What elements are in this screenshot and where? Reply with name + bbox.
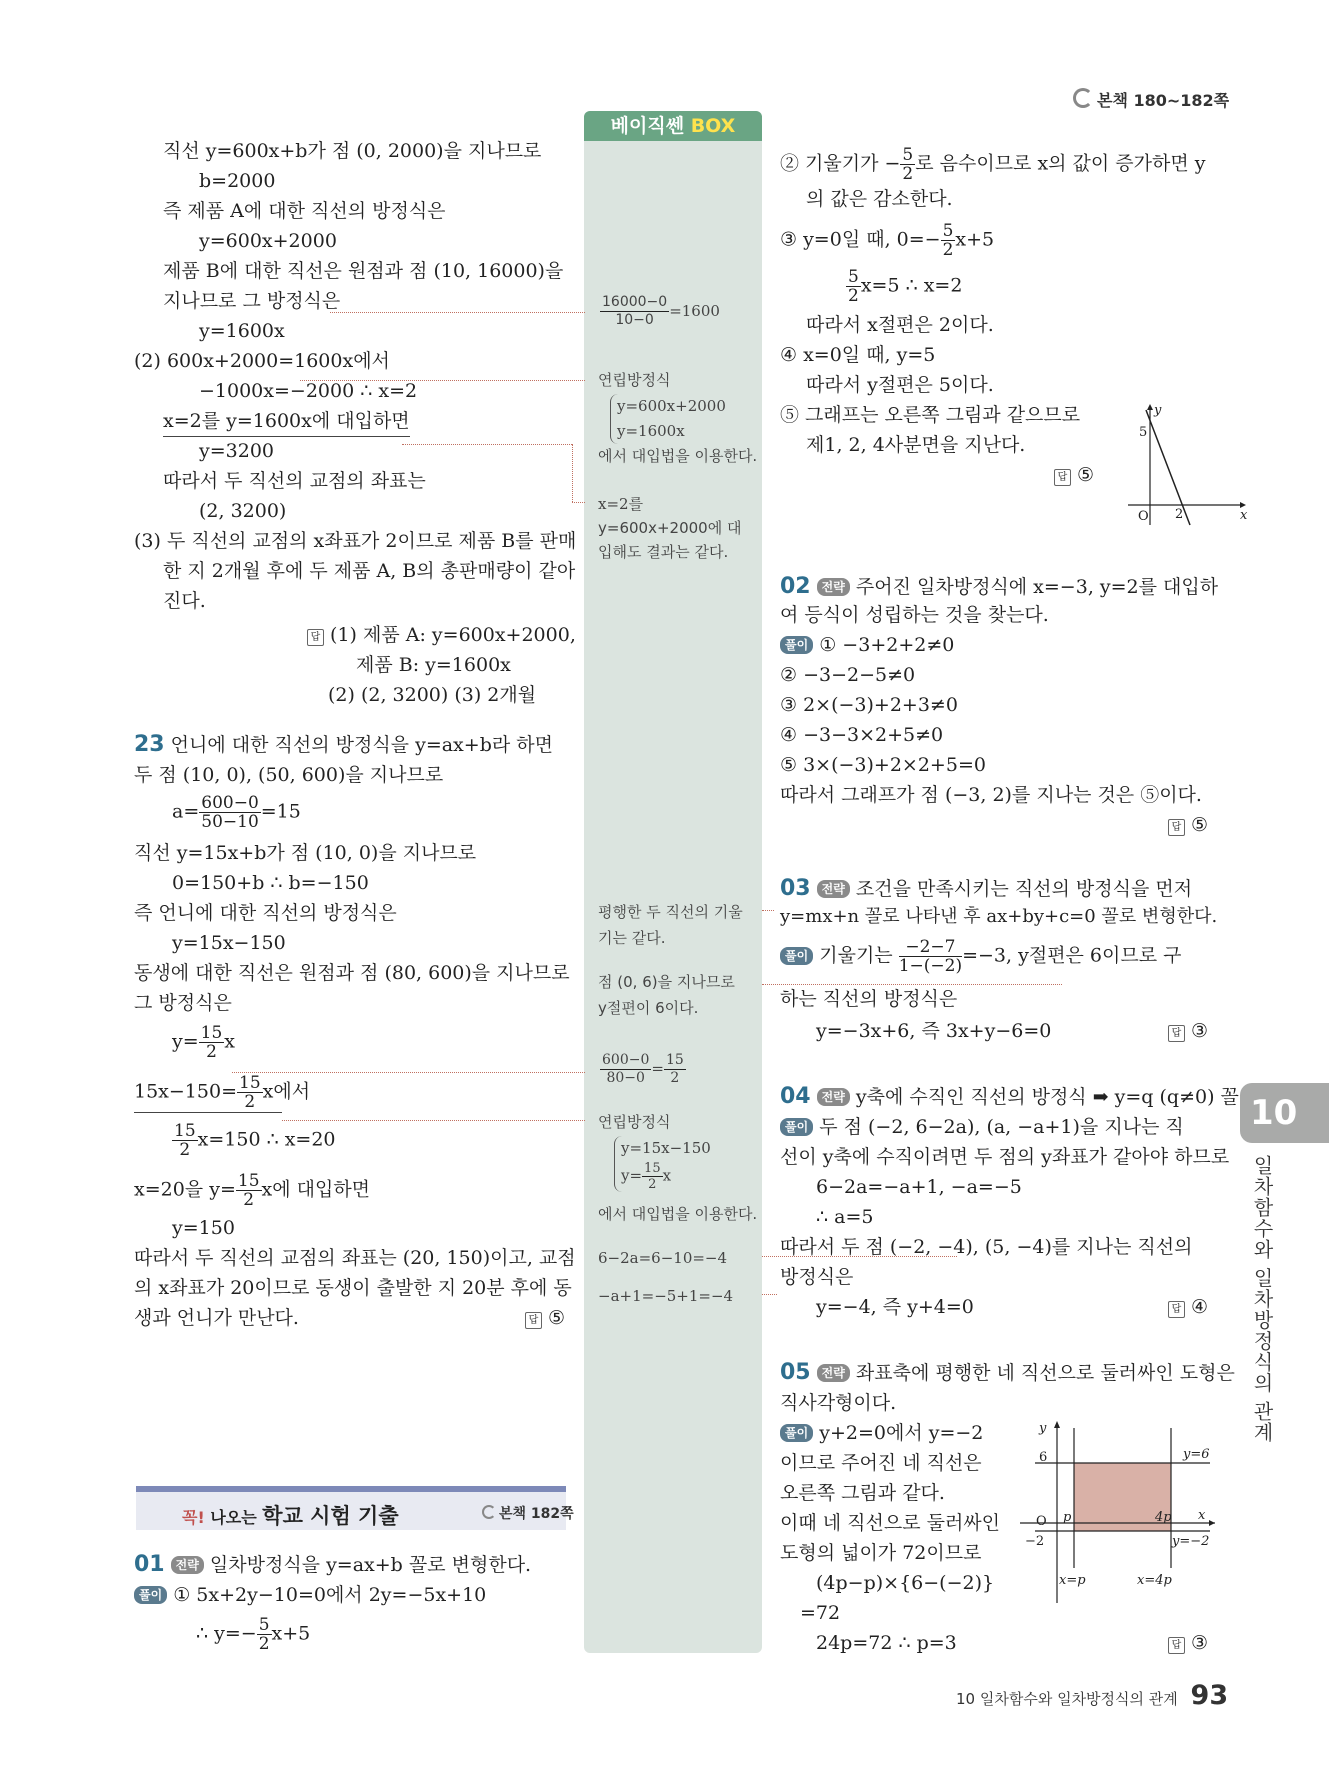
left-line: 직선 y=600x+b가 점 (0, 2000)을 지나므로 <box>163 140 542 162</box>
connector <box>572 502 585 503</box>
box-note: 에서 대입법을 이용한다. <box>598 447 758 465</box>
left-line: (2, 3200) <box>199 500 287 522</box>
box-note: 기는 같다. <box>598 929 666 947</box>
left-line: 제품 B에 대한 직선은 원점과 점 (10, 16000)을 <box>163 260 564 282</box>
answer-icon: 답 <box>1054 469 1071 486</box>
graph1-origin: O <box>1138 509 1149 524</box>
box-note: $\frac{16000-0}{10-0}$ =1600 <box>602 294 720 328</box>
fraction-line: y= $\frac{15}{2}$ x <box>172 1023 236 1062</box>
box-note: $\frac{600-0}{80-0}$ = $\frac{15}{2}$ <box>602 1052 684 1086</box>
right-line: 직사각형이다. <box>780 1392 897 1414</box>
answer-block: 답 ③ <box>1168 1016 1208 1046</box>
box-note: 에서 대입법을 이용한다. <box>598 1205 758 1223</box>
connector <box>282 1120 585 1121</box>
graph2-y-label: y <box>1039 1421 1047 1436</box>
right-line: 의 값은 감소한다. <box>806 188 953 210</box>
solution-tag: 풀이 <box>780 1118 813 1136</box>
right-line: (4p−p)×{6−(−2)} <box>816 1572 995 1594</box>
right-line: 제1, 2, 4사분면을 지난다. <box>806 434 1026 456</box>
page-number: 93 <box>1190 1680 1229 1711</box>
graph2-origin: O <box>1036 1514 1047 1529</box>
right-line: 따라서 y절편은 5이다. <box>806 374 994 396</box>
answer-icon: 답 <box>1168 1637 1185 1654</box>
question-02: 02 전략 주어진 일차방정식에 x=−3, y=2를 대입하 <box>780 574 1219 599</box>
graph1-x-intercept: 2 <box>1175 507 1184 522</box>
graph2-y6: y=6 <box>1183 1447 1210 1462</box>
right-line: =72 <box>800 1602 841 1624</box>
answer-icon: 답 <box>1168 1025 1185 1042</box>
fraction-line: ∴ y=− $\frac{5}{2}$ x+5 <box>196 1615 311 1654</box>
right-line: 하는 직선의 방정식은 <box>780 988 958 1010</box>
connector <box>402 444 572 445</box>
fraction-line: ③ y=0일 때, 0=− $\frac{5}{2}$ x+5 <box>780 221 995 260</box>
banner-ref: 본책 182쪽 <box>482 1503 574 1523</box>
right-line: y=−3x+6, 즉 3x+y−6=0 <box>816 1020 1052 1042</box>
left-line: −1000x=−2000 ∴ x=2 <box>199 380 418 402</box>
connector <box>232 1072 585 1073</box>
footer <box>956 1680 1228 1711</box>
graph2-ym2: y=−2 <box>1172 1534 1210 1549</box>
graph1-x-label: x <box>1240 508 1248 523</box>
graph1-y-label: y <box>1154 403 1162 418</box>
connector <box>572 444 573 502</box>
box-note: 연립방정식 <box>598 1113 671 1131</box>
fraction-line: x=20을 y= $\frac{15}{2}$ x에 대입하면 <box>134 1171 371 1210</box>
connector <box>300 380 585 381</box>
left-line: 지나므로 그 방정식은 <box>163 290 341 312</box>
right-line: 오른쪽 그림과 같다. <box>780 1482 945 1504</box>
header-ref: 본책 180~182쪽 <box>1073 88 1229 111</box>
box-note: 점 (0, 6)을 지나므로 <box>598 973 735 991</box>
left-line: 한 지 2개월 후에 두 제품 A, B의 총판매량이 같아 <box>163 560 576 582</box>
left-line: 따라서 두 직선의 교점의 좌표는 (20, 150)이고, 교점 <box>134 1247 576 1269</box>
question-01: 01 전략 일차방정식을 y=ax+b 꼴로 변형한다. <box>134 1552 532 1577</box>
fraction-line: ② 기울기가 − $\frac{5}{2}$ 로 음수이므로 x의 값이 증가하면 y <box>780 145 1206 184</box>
solution-tag: 풀이 <box>134 1586 167 1604</box>
right-line: ② −3−2−5≠0 <box>780 664 916 686</box>
right-line: 이때 네 직선으로 둘러싸인 <box>780 1512 1001 1534</box>
left-line: 의 x좌표가 20이므로 동생이 출발한 지 20분 후에 동 <box>134 1277 572 1299</box>
left-line: 두 점 (10, 0), (50, 600)을 지나므로 <box>134 764 444 786</box>
left-line: 진다. <box>163 590 206 612</box>
graph2-xp: x=p <box>1059 1573 1086 1588</box>
left-line: y=3200 <box>199 440 275 462</box>
box-note: 6−2a=6−10=−4 <box>598 1249 728 1267</box>
left-line: x=2를 y=1600x에 대입하면 <box>163 406 410 437</box>
book-icon <box>482 1505 496 1519</box>
right-line: 방정식은 <box>780 1266 854 1288</box>
answer-icon: 답 <box>1168 819 1185 836</box>
left-line: 생과 언니가 만난다. <box>134 1307 299 1329</box>
right-line: 24p=72 ∴ p=3 <box>816 1632 957 1654</box>
chapter-side-title: 일차함수와 일차방정식의 관계 <box>1250 1155 1274 1443</box>
fraction-line: 15x−150= $\frac{15}{2}$ x에서 <box>134 1073 311 1112</box>
answer-line: (2) (2, 3200) (3) 2개월 <box>328 684 537 706</box>
right-line: 따라서 두 점 (−2, −4), (5, −4)를 지나는 직선의 <box>780 1236 1193 1258</box>
question-05: 05 전략 좌표축에 평행한 네 직선으로 둘러싸인 도형은 <box>780 1360 1235 1385</box>
box-note: 입해도 결과는 같다. <box>598 543 729 561</box>
left-line: 그 방정식은 <box>134 992 232 1014</box>
solution-tag: 풀이 <box>780 636 813 654</box>
answer-icon: 답 <box>1168 1301 1185 1318</box>
right-line: 여 등식이 성립하는 것을 찾는다. <box>780 604 1049 626</box>
graph2-x4p: x=4p <box>1137 1573 1172 1588</box>
left-line: 동생에 대한 직선은 원점과 점 (80, 600)을 지나므로 <box>134 962 570 984</box>
left-line: y=600x+2000 <box>199 230 337 252</box>
right-line: ④ −3−3×2+5≠0 <box>780 724 944 746</box>
graph2-six: 6 <box>1039 1450 1048 1465</box>
connector <box>330 312 585 313</box>
answer-block: 답 ③ <box>1168 1628 1208 1658</box>
left-line: (3) 두 직선의 교점의 x좌표가 2이므로 제품 B를 판매 <box>134 530 577 552</box>
box-note: −a+1=−5+1=−4 <box>598 1287 734 1305</box>
strategy-tag: 전략 <box>817 1364 850 1382</box>
right-line: y=−4, 즉 y+4=0 <box>816 1296 974 1318</box>
answer-icon: 답 <box>525 1312 542 1329</box>
book-icon <box>1073 88 1093 108</box>
box-note: y=600x+2000에 대 <box>598 519 742 537</box>
left-line: y=15x−150 <box>172 932 286 954</box>
right-line: y=mx+n 꼴로 나타낸 후 ax+by+c=0 꼴로 변형한다. <box>780 906 1218 927</box>
question-03-solution: 풀이 기울기는 $\frac{-2-7}{1-(-2)}$ =−3, y절편은 6이므로 구 <box>780 938 1181 975</box>
graph2-minus2: −2 <box>1025 1534 1045 1549</box>
box-note: x=2를 <box>598 495 644 513</box>
graph2-4p: 4p <box>1155 1510 1172 1525</box>
question-04: 04 전략 y축에 수직인 직선의 방정식 ➡ y=q (q≠0) 꼴 <box>780 1084 1239 1109</box>
fraction-line: $\frac{5}{2}$ x=5 ∴ x=2 <box>848 267 963 306</box>
problem-23: 23 언니에 대한 직선의 방정식을 y=ax+b라 하면 <box>134 732 553 757</box>
right-line: 6−2a=−a+1, −a=−5 <box>816 1176 1022 1198</box>
underline-divider <box>134 1112 282 1113</box>
right-line: ③ 2×(−3)+2+3≠0 <box>780 694 958 716</box>
answer-block: 답 ④ <box>1168 1292 1208 1322</box>
box-note: 평행한 두 직선의 기울 <box>598 903 743 921</box>
answer-block: 답 ⑤ <box>1168 810 1208 840</box>
left-line: 0=150+b ∴ b=−150 <box>172 872 369 894</box>
graph1-y-intercept: 5 <box>1139 425 1148 440</box>
graph2-p: p <box>1063 1510 1072 1525</box>
question-01-solution: 풀이 ① 5x+2y−10=0에서 2y=−5x+10 <box>134 1580 486 1610</box>
strategy-tag: 전략 <box>817 578 850 596</box>
basic-box-title: 베이직쎈 BOX <box>584 111 762 141</box>
left-line: (2) 600x+2000=1600x에서 <box>134 350 390 372</box>
right-line: ∴ a=5 <box>816 1206 874 1228</box>
right-line: ⑤ 3×(−3)+2×2+5=0 <box>780 754 986 776</box>
question-03: 03 전략 조건을 만족시키는 직선의 방정식을 먼저 <box>780 876 1193 901</box>
left-line: y=1600x <box>199 320 285 342</box>
right-line: 이므로 주어진 네 직선은 <box>780 1452 982 1474</box>
answer-block: 답 ⑤ <box>1054 460 1094 490</box>
left-line: b=2000 <box>199 170 276 192</box>
strategy-tag: 전략 <box>817 880 850 898</box>
question-05-solution: 풀이 y+2=0에서 y=−2 <box>780 1418 983 1448</box>
right-line: 선이 y축에 수직이려면 두 점의 y좌표가 같아야 하므로 <box>780 1146 1230 1168</box>
solution-tag: 풀이 <box>780 947 813 965</box>
box-note: y절편이 6이다. <box>598 999 699 1017</box>
left-line: 직선 y=15x+b가 점 (10, 0)을 지나므로 <box>134 842 477 864</box>
right-line: 따라서 그래프가 점 (−3, 2)를 지나는 것은 ⑤이다. <box>780 784 1202 806</box>
fraction-line: $\frac{15}{2}$ x=150 ∴ x=20 <box>174 1121 336 1160</box>
left-line: y=150 <box>172 1217 235 1239</box>
right-line: 따라서 x절편은 2이다. <box>806 314 994 336</box>
box-note: y=15x−150 y= $\frac{15}{2}$ x <box>614 1136 711 1192</box>
answer-icon: 답 <box>307 629 324 646</box>
graph2-x-label: x <box>1198 1508 1206 1523</box>
footer-chapter: 10 일차함수와 일차방정식의 관계 <box>956 1690 1178 1708</box>
box-note: y=600x+2000 y=1600x <box>610 394 726 444</box>
connector <box>762 1294 777 1295</box>
line-graph-1 <box>1120 400 1250 530</box>
left-line: 즉 제품 A에 대한 직선의 방정식은 <box>163 200 446 222</box>
solution-tag: 풀이 <box>780 1424 813 1442</box>
rectangle-graph <box>1015 1418 1215 1608</box>
answer-line: 제품 B: y=1600x <box>356 654 511 676</box>
box-note: 연립방정식 <box>598 371 671 389</box>
answer-block: 답 (1) 제품 A: y=600x+2000, <box>307 620 576 650</box>
basic-box-column <box>584 111 762 1653</box>
right-line: ④ x=0일 때, y=5 <box>780 344 936 366</box>
connector <box>762 910 774 911</box>
left-line: 즉 언니에 대한 직선의 방정식은 <box>134 902 397 924</box>
chapter-tab: 10 <box>1240 1083 1329 1143</box>
banner-title: 꼭! 나오는 학교 시험 기출 <box>182 1504 399 1528</box>
left-line: 따라서 두 직선의 교점의 좌표는 <box>163 470 426 492</box>
strategy-tag: 전략 <box>817 1088 850 1106</box>
question-02-solution: 풀이 ① −3+2+2≠0 <box>780 630 954 660</box>
fraction-line: a= $\frac{600-0}{50-10}$ =15 <box>172 793 301 832</box>
right-line: ⑤ 그래프는 오른쪽 그림과 같으므로 <box>780 404 1081 426</box>
strategy-tag: 전략 <box>171 1556 204 1574</box>
question-04-solution: 풀이 두 점 (−2, 6−2a), (a, −a+1)을 지나는 직 <box>780 1112 1184 1142</box>
answer-block: 답 ⑤ <box>525 1303 565 1333</box>
right-line: 도형의 넓이가 72이므로 <box>780 1542 982 1564</box>
